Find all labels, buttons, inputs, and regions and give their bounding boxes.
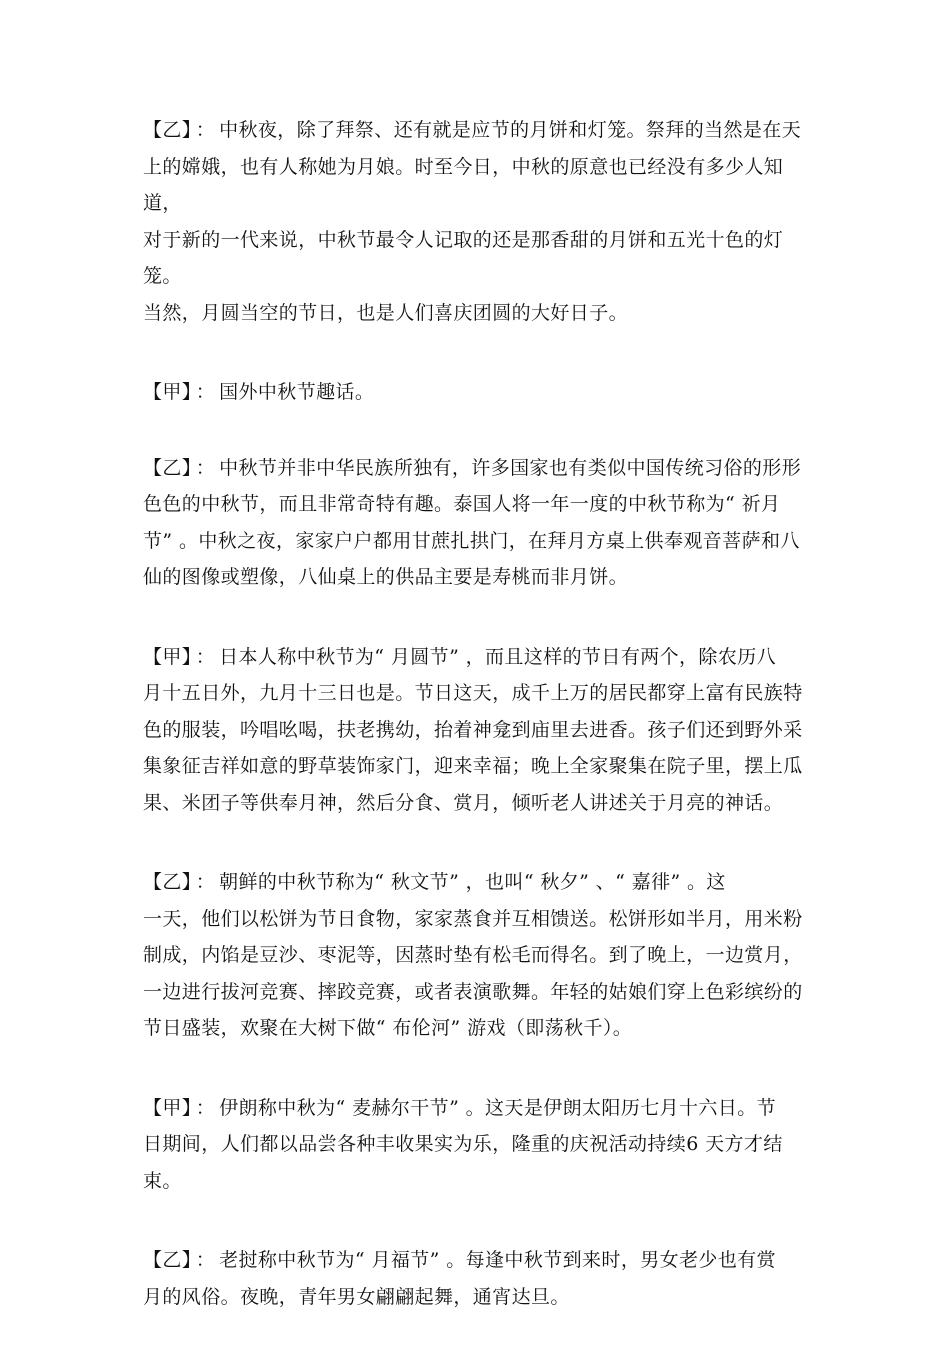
speaker-separator: ： [195, 381, 216, 403]
dialogue-paragraph [143, 639, 815, 822]
speaker-separator: ： [195, 1096, 216, 1119]
speaker-label: 【乙】 [143, 119, 192, 141]
paragraph-line: 月十五日外，九月十三日也是。节日这天，成千上万的居民都穿上富有民族特 [143, 682, 803, 704]
speaker-separator: ： [195, 1249, 216, 1271]
speaker-separator: ： [195, 645, 216, 668]
dialogue-paragraph [143, 1090, 815, 1200]
speaker-label: 【乙】 [143, 1249, 192, 1271]
paragraph-line: 中秋夜，除了拜祭、还有就是应节的月饼和灯笼。祭拜的当然是在天 [219, 119, 802, 141]
paragraph-line: 老挝称中秋节为“ 月福节” 。每逢中秋节到来时，男女老少也有赏 [219, 1249, 777, 1271]
speaker-separator: ： [195, 456, 216, 479]
dialogue-paragraph [143, 864, 815, 1047]
speaker-separator: ： [195, 871, 216, 893]
paragraph-line: 制成，内馅是豆沙、枣泥等，因蒸时垫有松毛而得名。到了晚上，一边赏月， [143, 944, 803, 966]
paragraph-line: 节日盛装，欢聚在大树下做“ 布伦河” 游戏（即荡秋千）。 [143, 1017, 633, 1039]
speaker-label: 【乙】 [143, 456, 192, 479]
speaker-label: 【乙】 [143, 871, 192, 893]
speaker-label: 【甲】 [143, 1096, 192, 1119]
paragraph-line: 节” 。中秋之夜，家家户户都用甘蔗扎拱门，在拜月方桌上供奉观音菩萨和八 [143, 529, 800, 552]
paragraph-line: 国外中秋节趣话。 [219, 381, 375, 403]
dialogue-paragraph [143, 112, 815, 331]
paragraph-line: 果、米团子等供奉月神，然后分食、赏月，倾听老人讲述关于月亮的神话。 [143, 791, 784, 814]
paragraph-line: 一天，他们以松饼为节日食物，家家蒸食并互相馈送。松饼形如半月，用米粉 [143, 907, 803, 930]
paragraph-line: 色色的中秋节，而且非常奇特有趣。泰国人将一年一度的中秋节称为“ 祈月 [143, 493, 781, 515]
paragraph-line: 一边进行拔河竞赛、摔跤竞赛，或者表演歌舞。年轻的姑娘们穿上色彩缤纷的 [143, 980, 803, 1003]
paragraph-line: 色的服装，吟唱吆喝，扶老携幼，抬着神龛到庙里去进香。孩子们还到野外采 [143, 718, 803, 741]
paragraph-line: 月的风俗。夜晚，青年男女翩翩起舞，通宵达旦。 [143, 1285, 570, 1308]
paragraph-line: 朝鲜的中秋节称为“ 秋文节” ，也叫“ 秋夕” 、“ 嘉徘” 。这 [219, 871, 726, 893]
paragraph-line: 当然，月圆当空的节日，也是人们喜庆团圆的大好日子。 [143, 301, 629, 324]
speaker-label: 【甲】 [143, 645, 192, 668]
paragraph-line: 对于新的一代来说，中秋节最令人记取的还是那香甜的月饼和五光十色的灯笼。 [143, 228, 784, 287]
dialogue-paragraph [143, 374, 815, 411]
dialogue-paragraph [143, 1242, 815, 1315]
paragraph-line: 中秋节并非中华民族所独有，许多国家也有类似中国传统习俗的形形 [219, 456, 802, 479]
paragraph-line: 仙的图像或塑像，八仙桌上的供品主要是寿桃而非月饼。 [143, 566, 629, 588]
paragraph-line: 日期间，人们都以品尝各种丰收果实为乐，隆重的庆祝活动持续6 天方才结束。 [143, 1133, 783, 1192]
dialogue-paragraph [143, 450, 815, 596]
paragraph-line: 日本人称中秋节为“ 月圆节” ，而且这样的节日有两个，除农历八 [219, 645, 777, 668]
paragraph-line: 上的嫦娥，也有人称她为月娘。时至今日，中秋的原意也已经没有多少人知道， [143, 155, 784, 214]
speaker-separator: ： [195, 119, 216, 141]
document-body [143, 112, 815, 1358]
paragraph-line: 伊朗称中秋为“ 麦赫尔干节” 。这天是伊朗太阳历七月十六日。节 [219, 1096, 777, 1119]
speaker-label: 【甲】 [143, 381, 192, 403]
paragraph-line: 集象征吉祥如意的野草装饰家门，迎来幸福；晚上全家聚集在院子里，摆上瓜 [143, 755, 803, 777]
